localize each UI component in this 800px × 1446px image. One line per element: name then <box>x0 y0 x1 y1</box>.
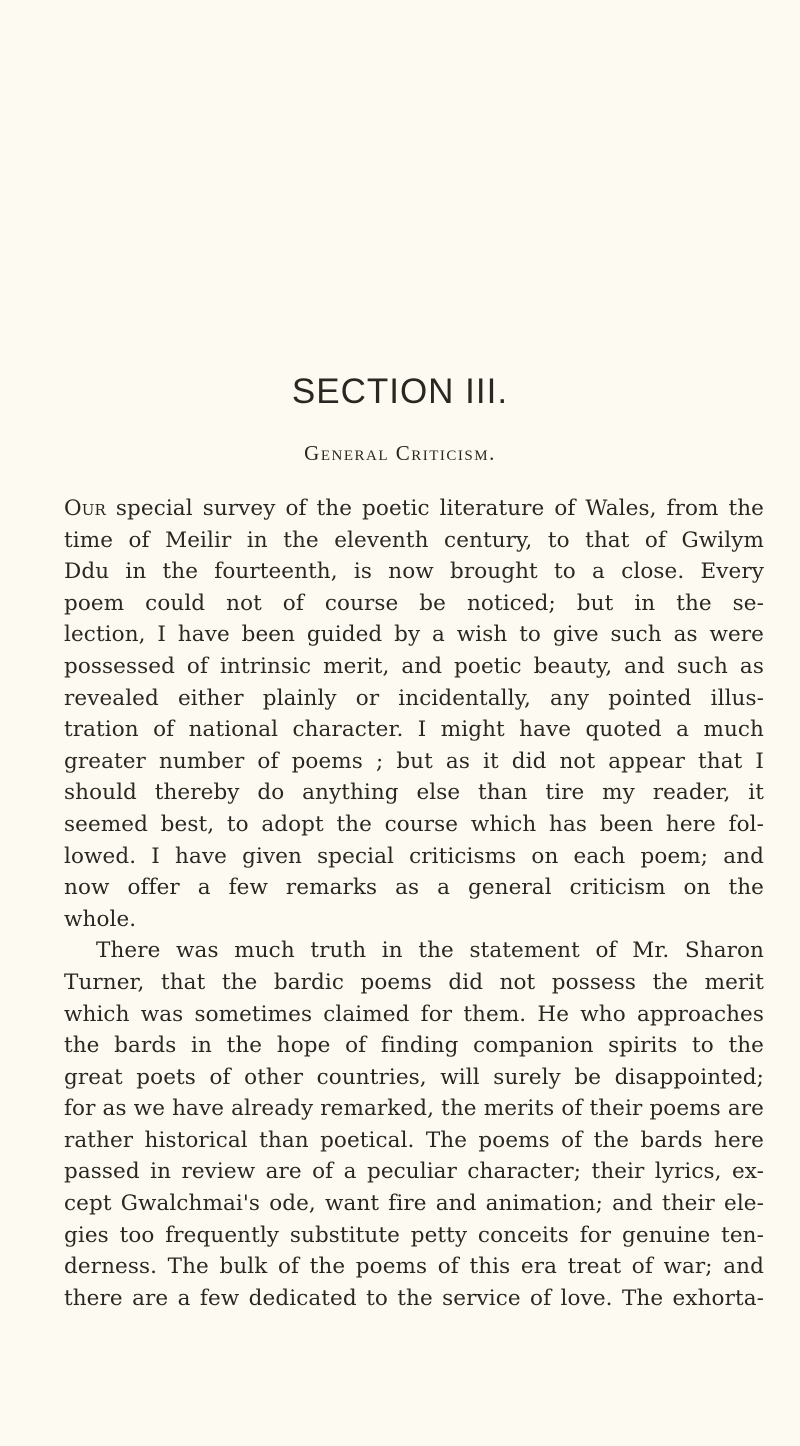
paragraph-line: greater number of poems ; but as it did not appear that I <box>64 748 764 774</box>
paragraph-line: lection, I have been guided by a wish to give such as were <box>64 622 764 648</box>
paragraph-line: Ddu in the fourteenth, is now brought to a close. Every <box>64 559 764 585</box>
body-text <box>64 493 764 1314</box>
paragraph-line: time of Meilir in the eleventh century, to that of Gwilym <box>64 527 764 553</box>
paragraph-line: for as we have already remarked, the merits of their poems are <box>64 1096 764 1122</box>
paragraph-line: cept Gwalchmai's ode, want fire and animation; and their ele- <box>64 1191 764 1217</box>
paragraph-line: There was much truth in the statement of Mr. Sharon <box>96 938 764 964</box>
paragraph-line: should thereby do anything else than tire my reader, it <box>64 780 764 806</box>
paragraph-line: lowed. I have given special criticisms on each poem; and <box>64 843 764 869</box>
paragraph-line: derness. The bulk of the poems of this era treat of war; and <box>64 1254 764 1280</box>
section-heading: SECTION III. <box>291 372 509 411</box>
paragraph-line: rather historical than poetical. The poems of the bards here <box>64 1127 764 1153</box>
paragraph-line: there are a few dedicated to the service of love. The exhorta- <box>64 1285 764 1311</box>
paragraph-line: poem could not of course be noticed; but in the se- <box>64 590 764 616</box>
paragraph-line: possessed of intrinsic merit, and poetic beauty, and such as <box>64 653 764 679</box>
paragraph-line: revealed either plainly or incidentally, any pointed illus- <box>64 685 764 711</box>
section-subtitle: General Criticism. <box>304 441 496 465</box>
paragraph-line: now offer a few remarks as a general criticism on the <box>64 875 764 901</box>
paragraph-line: passed in review are of a peculiar character; their lyrics, ex- <box>64 1159 764 1185</box>
paragraph-line: Our special survey of the poetic literature of Wales, from the <box>64 496 765 521</box>
paragraph-line: whole. <box>64 906 137 932</box>
paragraph-line: seemed best, to adopt the course which has been here fol- <box>64 811 764 837</box>
paragraph-line: which was sometimes claimed for them. He who approaches <box>64 1001 764 1027</box>
lead-word: Our <box>64 496 106 521</box>
paragraph-line: great poets of other countries, will surely be disappointed; <box>64 1064 764 1090</box>
paragraph-line: the bards in the hope of finding companion spirits to the <box>64 1033 764 1059</box>
paragraph-line: gies too frequently substitute petty conceits for genuine ten- <box>64 1222 764 1248</box>
paragraph-line: tration of national character. I might have quoted a much <box>64 717 764 743</box>
paragraph-line: Turner, that the bardic poems did not possess the merit <box>64 969 764 995</box>
